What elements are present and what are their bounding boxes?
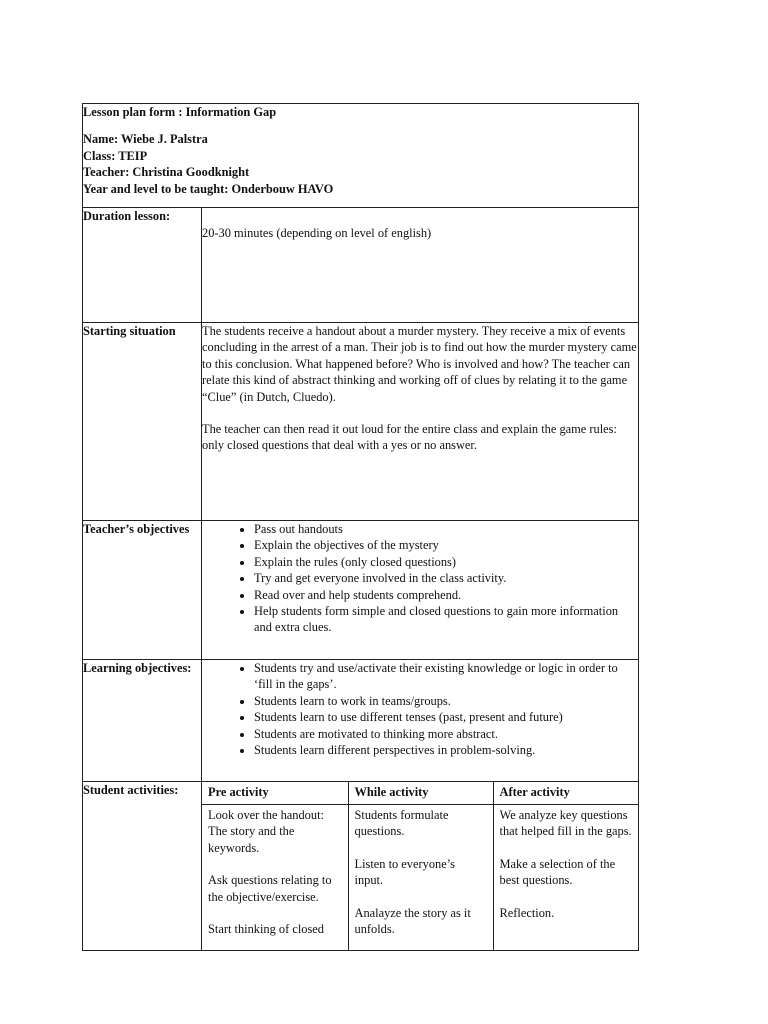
starting-situation-content (202, 323, 639, 521)
after-activity-cell (493, 805, 639, 951)
student-name: Name: Wiebe J. Palstra (83, 132, 208, 147)
after-activity-heading: After activity (493, 782, 639, 805)
paragraph: Ask questions relating to the objective/exercise. (208, 873, 332, 904)
pre-activity-heading: Pre activity (202, 782, 348, 805)
paragraph: The students receive a handout about a murder mystery. They receive a mix of events concluding in the arrest of a man. Their job is to find out how the murder mystery came to this conclusion. What happened before? Who is involved and how? The teacher can relate this kind of abstract thinking and working off of clues by relating it to the game “Clue” (in Dutch, Cluedo). (202, 324, 637, 404)
list-item: • Students learn to work in teams/groups. (254, 693, 638, 709)
paragraph: Students formulate questions. (354, 808, 449, 839)
starting-situation-row (83, 323, 639, 521)
activities-body-row (202, 805, 639, 951)
teacher-name: Teacher: Christina Goodknight (83, 165, 250, 180)
learning-objectives-row (83, 660, 639, 782)
teacher-objectives-label: Teacher’s objectives (83, 521, 202, 660)
starting-situation-label: Starting situation (83, 323, 202, 521)
paragraph: Analayze the story as it unfolds. (354, 905, 471, 937)
lesson-plan-table (82, 103, 639, 951)
paragraph: Make a selection of the best questions. (499, 856, 616, 888)
list-item: • Students learn to use different tenses (past, present and future) (254, 709, 638, 725)
form-title: Lesson plan form : Information Gap (83, 105, 277, 119)
list-item: • Students learn different perspectives in problem-solving. (254, 742, 638, 758)
list-item: • Students try and use/activate their existing knowledge or logic in order to ‘fill in the gaps’. (254, 660, 638, 693)
list-item: • Pass out handouts (254, 521, 638, 537)
student-activities-row (83, 782, 639, 951)
while-activity-heading: While activity (348, 782, 493, 805)
year-level: Year and level to be taught: Onderbouw HAVO (83, 181, 334, 196)
activities-header-row (202, 782, 639, 805)
class-name: Class: TEIP (83, 148, 148, 163)
header-cell (83, 104, 639, 208)
list-item: • Help students form simple and closed questions to gain more information and extra clues. (254, 603, 638, 636)
list-item: • Try and get everyone involved in the class activity. (254, 570, 638, 586)
list-item: • Read over and help students comprehend. (254, 587, 638, 603)
teacher-objectives-row (83, 521, 639, 660)
paragraph: Reflection. (499, 905, 555, 920)
teacher-objectives-list (202, 521, 638, 636)
duration-label: Duration lesson: (83, 208, 202, 323)
learning-objectives-content (202, 660, 639, 782)
paragraph: Listen to everyone’s input. (354, 856, 455, 888)
student-activities-label: Student activities: (83, 782, 202, 951)
list-item: • Students are motivated to thinking more abstract. (254, 726, 638, 742)
list-item: • Explain the objectives of the mystery (254, 537, 638, 553)
student-activities-content (202, 782, 639, 951)
paragraph: We analyze key questions that helped fill in the gaps. (499, 808, 632, 839)
paragraph: Look over the handout: The story and the keywords. (208, 808, 324, 855)
duration-row (83, 208, 639, 323)
learning-objectives-label: Learning objectives: (83, 660, 202, 782)
paragraph: The teacher can then read it out loud for the entire class and explain the game rules: only closed questions that deal with a yes or no answer. (202, 422, 617, 453)
duration-value: 20-30 minutes (depending on level of english) (202, 208, 639, 323)
list-item: • Explain the rules (only closed questions) (254, 554, 638, 570)
learning-objectives-list (202, 660, 638, 758)
header-row (83, 104, 639, 208)
pre-activity-cell (202, 805, 348, 951)
activities-table (202, 782, 639, 950)
while-activity-cell (348, 805, 493, 951)
teacher-objectives-content (202, 521, 639, 660)
paragraph: Start thinking of closed (208, 922, 324, 937)
